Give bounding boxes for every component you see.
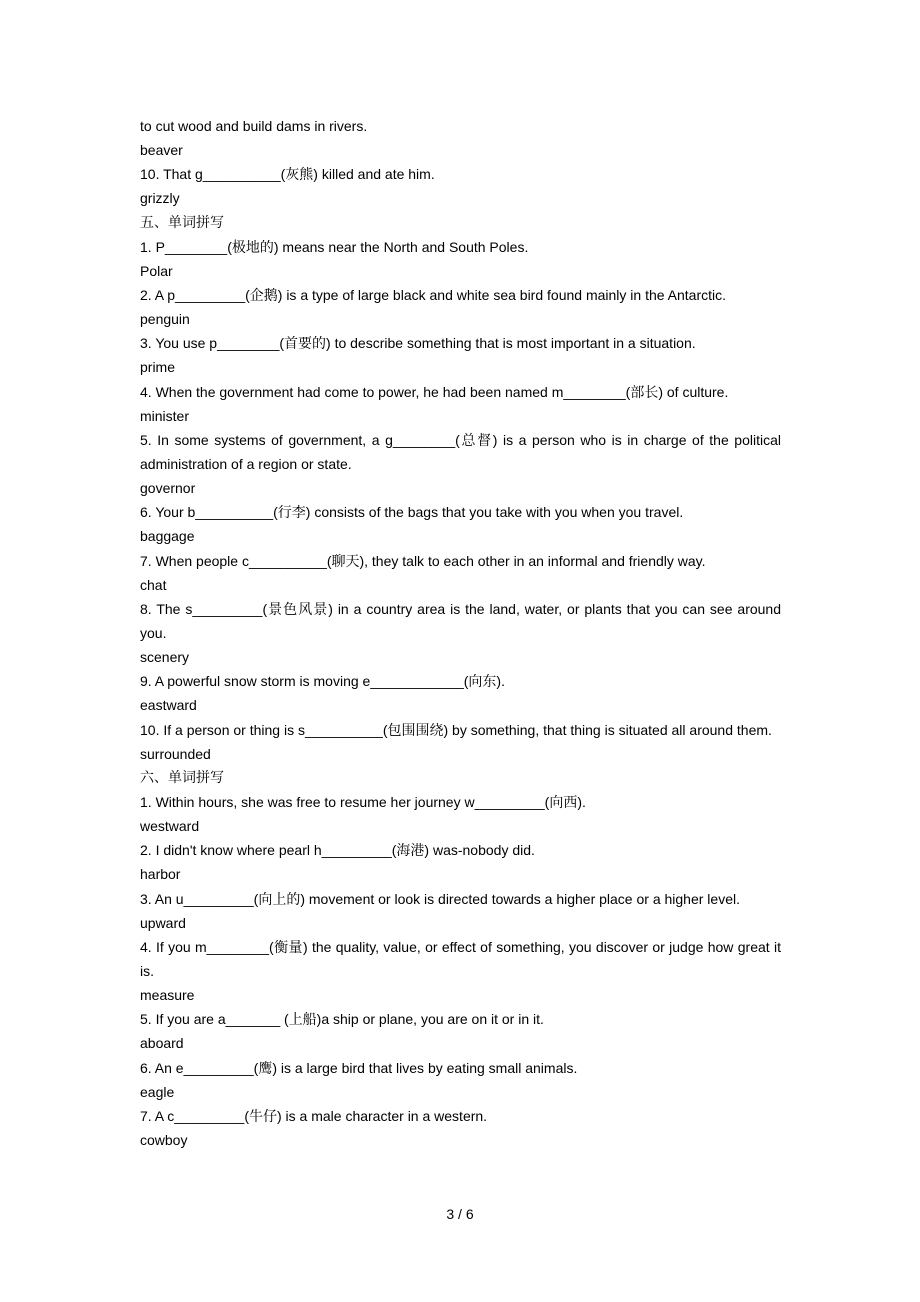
answer-text: westward	[140, 818, 200, 835]
answer-text: prime	[140, 359, 176, 376]
question-text: 3. An u_________(向上的) movement or look is directed towards a higher place or a higher level.	[140, 890, 740, 907]
answer-text: measure	[140, 987, 195, 1004]
question-text: 10. That g__________(灰熊) killed and ate him.	[140, 166, 435, 183]
answer-text: harbor	[140, 866, 181, 883]
answer-text: scenery	[140, 649, 190, 666]
question-text: 6. An e_________(鹰) is a large bird that lives by eating small animals.	[140, 1059, 578, 1076]
question-text: 7. When people c__________(聊天), they talk to each other in an informal and friendly way.	[140, 552, 706, 569]
section-heading: 六、单词拼写	[140, 769, 224, 786]
question-text: to cut wood and build dams in rivers.	[140, 118, 368, 134]
question-text: 2. I didn't know where pearl h_________(海港) was-nobody did.	[140, 842, 535, 859]
answer-text: chat	[140, 576, 167, 593]
question-text: 6. Your b__________(行李) consists of the bags that you take with you when you travel.	[140, 504, 684, 521]
answer-text: upward	[140, 914, 186, 931]
answer-text: eastward	[140, 697, 197, 714]
question-text: 4. If you m________(衡量) the quality, value, or effect of something, you discover or judge how great it is.	[140, 938, 781, 980]
answer-text: grizzly	[140, 190, 180, 207]
page-number: 3 / 6	[446, 1206, 474, 1222]
question-text: 9. A powerful snow storm is moving e____________(向东).	[140, 673, 505, 690]
question-text: 8. The s_________(景色风景) in a country area is the land, water, or plants that you can see around you.	[140, 600, 781, 641]
document-body	[140, 114, 781, 1152]
question-text: 2. A p_________(企鹅) is a type of large black and white sea bird found mainly in the Antarctic.	[140, 286, 727, 303]
answer-text: cowboy	[140, 1132, 188, 1149]
answer-text: beaver	[140, 142, 183, 159]
question-text: 1. Within hours, she was free to resume her journey w_________(向西).	[140, 794, 586, 811]
answer-text: Polar	[140, 262, 173, 279]
question-text: 7. A c_________(牛仔) is a male character in a western.	[140, 1107, 488, 1124]
answer-text: governor	[140, 480, 196, 497]
question-text: 1. P________(极地的) means near the North and South Poles.	[140, 238, 529, 255]
question-text: 3. You use p________(首要的) to describe something that is most important in a situation.	[140, 335, 696, 352]
question-text: 5. If you are a_______ (上船)a ship or plane, you are on it or in it.	[140, 1011, 544, 1028]
answer-text: eagle	[140, 1083, 175, 1100]
answer-text: surrounded	[140, 745, 211, 762]
question-text: 4. When the government had come to power, he had been named m________(部长) of culture.	[140, 383, 729, 400]
answer-text: minister	[140, 407, 190, 424]
question-text: 10. If a person or thing is s__________(包围围绕) by something, that thing is situated all around them.	[140, 721, 772, 738]
question-text: 5. In some systems of government, a g________(总督) is a person who is in charge of the political administration of a region or state.	[140, 431, 781, 472]
answer-text: penguin	[140, 311, 190, 328]
section-heading: 五、单词拼写	[140, 214, 224, 231]
answer-text: aboard	[140, 1035, 184, 1052]
answer-text: baggage	[140, 528, 195, 545]
